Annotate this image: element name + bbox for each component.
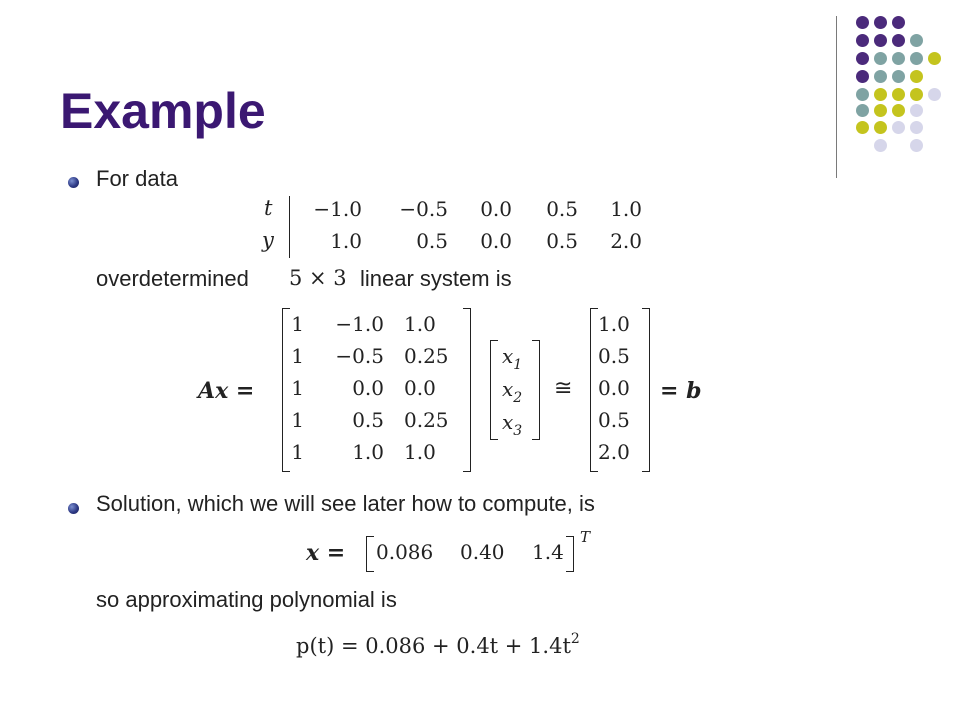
matrix-bracket-left	[282, 308, 290, 472]
decorative-dot	[928, 88, 941, 101]
approx-symbol: ≅	[554, 376, 573, 401]
vector-cell: $x_2$	[502, 377, 523, 406]
table-cell: −1.0	[313, 197, 362, 221]
decorative-dot	[856, 34, 869, 47]
matrix-cell: 0.25	[404, 408, 449, 432]
table-cell: 1.0	[330, 229, 362, 253]
matrix-cell: −0.5	[335, 344, 384, 368]
decorative-dot	[856, 52, 869, 65]
decorative-dot	[874, 52, 887, 65]
table-cell: 0.5	[416, 229, 448, 253]
matrix-cell: 1	[291, 376, 304, 400]
vector-cell: 1.0	[598, 312, 630, 336]
decorative-dot	[892, 16, 905, 29]
solution-lhs: x =	[306, 540, 346, 566]
table-row-label: t	[264, 196, 273, 220]
decorative-dot	[910, 139, 923, 152]
matrix-cell: 1	[291, 312, 304, 336]
polynomial-intro: so approximating polynomial is	[96, 587, 397, 612]
matrix-cell: 1.0	[404, 312, 436, 336]
decorative-dot	[892, 34, 905, 47]
vector-bracket-right	[642, 308, 650, 472]
system-dimensions: 5 × 3	[289, 266, 347, 290]
decorative-dot	[874, 16, 887, 29]
decorative-dot	[892, 104, 905, 117]
vector-cell: 0.5	[598, 408, 630, 432]
decorative-dot	[874, 139, 887, 152]
solution-value: 0.40	[460, 540, 505, 564]
decorative-dot	[910, 70, 923, 83]
vector-bracket-left	[490, 340, 498, 440]
decorative-dot	[910, 34, 923, 47]
vector-cell: 0.5	[598, 344, 630, 368]
decorative-divider	[836, 16, 837, 178]
bullet-icon	[68, 177, 79, 188]
table-row-label: y	[262, 228, 274, 252]
vector-bracket-left	[590, 308, 598, 472]
system-lhs: Ax =	[198, 378, 255, 404]
table-cell: −0.5	[399, 197, 448, 221]
matrix-bracket-right	[463, 308, 471, 472]
decorative-dot	[910, 121, 923, 134]
bullet-text: Solution, which we will see later how to compute, is	[96, 491, 595, 516]
decorative-dot	[856, 70, 869, 83]
vector-cell: 0.0	[598, 376, 630, 400]
decorative-dot	[874, 104, 887, 117]
transpose-superscript: T	[580, 528, 591, 546]
matrix-cell: 1.0	[352, 440, 384, 464]
table-cell: 2.0	[610, 229, 642, 253]
solution-value: 1.4	[532, 540, 564, 564]
decorative-dot	[856, 104, 869, 117]
matrix-cell: 1	[291, 344, 304, 368]
vector-bracket-right	[532, 340, 540, 440]
decorative-dot	[874, 88, 887, 101]
table-cell: 1.0	[610, 197, 642, 221]
decorative-dot	[892, 52, 905, 65]
decorative-dot	[892, 88, 905, 101]
matrix-cell: 1	[291, 440, 304, 464]
matrix-cell: 0.0	[352, 376, 384, 400]
decorative-dot	[856, 88, 869, 101]
decorative-dot	[892, 70, 905, 83]
table-divider	[289, 196, 290, 258]
decorative-dot	[874, 121, 887, 134]
decorative-dot	[910, 104, 923, 117]
decorative-dot	[856, 121, 869, 134]
slide-title: Example	[60, 83, 266, 139]
decorative-dot	[928, 52, 941, 65]
vector-cell: $x_3$	[502, 410, 523, 439]
table-cell: 0.0	[480, 229, 512, 253]
table-cell: 0.0	[480, 197, 512, 221]
vector-bracket-right	[566, 536, 574, 572]
bullet-icon	[68, 503, 79, 514]
vector-cell: 2.0	[598, 440, 630, 464]
decorative-dot	[874, 70, 887, 83]
system-rhs: = b	[660, 378, 702, 404]
matrix-cell: −1.0	[335, 312, 384, 336]
overdetermined-text-end: linear system is	[360, 266, 512, 291]
vector-cell: $x_1$	[502, 344, 523, 373]
matrix-cell: 1.0	[404, 440, 436, 464]
polynomial-equation: $p(t) = 0.086 + 0.4t + 1.4t^2$	[296, 631, 580, 658]
decorative-dot	[856, 16, 869, 29]
matrix-cell: 1	[291, 408, 304, 432]
solution-value: 0.086	[376, 540, 434, 564]
decorative-dot	[910, 88, 923, 101]
matrix-cell: 0.0	[404, 376, 436, 400]
bullet-text: For data	[96, 166, 178, 191]
overdetermined-text: overdetermined	[96, 266, 249, 291]
decorative-dot	[874, 34, 887, 47]
table-cell: 0.5	[546, 229, 578, 253]
matrix-cell: 0.5	[352, 408, 384, 432]
table-cell: 0.5	[546, 197, 578, 221]
vector-bracket-left	[366, 536, 374, 572]
decorative-dot	[892, 121, 905, 134]
matrix-cell: 0.25	[404, 344, 449, 368]
decorative-dot	[910, 52, 923, 65]
